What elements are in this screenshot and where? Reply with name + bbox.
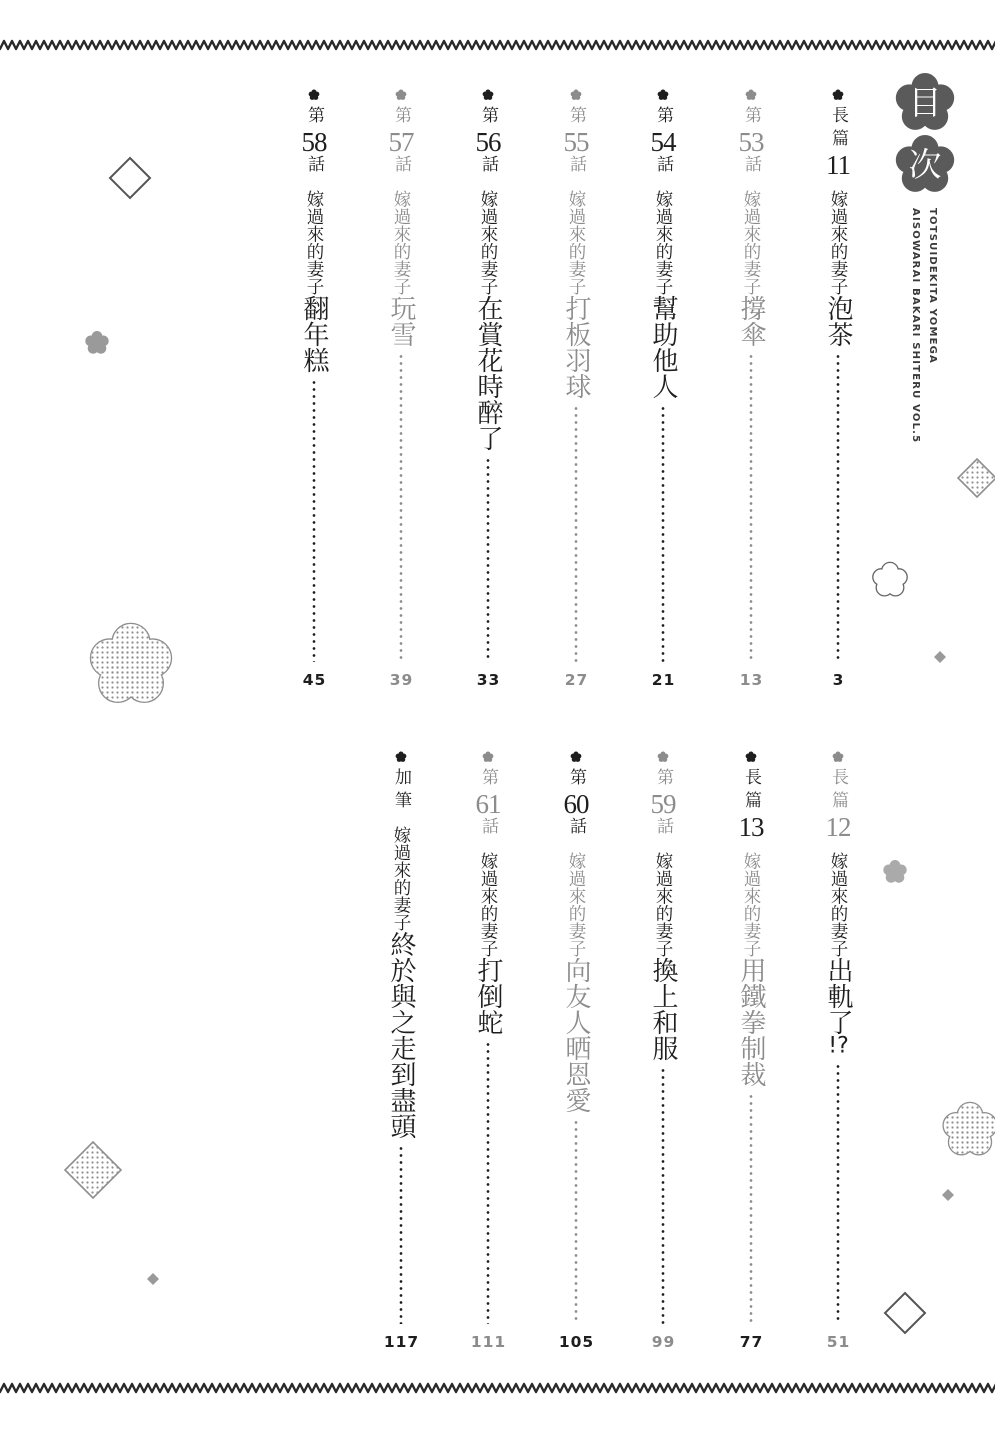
entry-number: 58 [301,127,327,157]
dotted-plum-blossom-icon [944,1103,995,1154]
plum-blossom-bullet-icon [657,89,669,101]
entry-title-main: 終於與之走到盡頭 [386,931,416,1139]
plum-blossom-icon [85,331,108,354]
entry-title-main: 幫助他人 [648,295,678,399]
entry-number: 60 [563,789,589,819]
toc-entry [816,752,860,1352]
plum-blossom-bullet-icon [745,89,757,101]
plum-blossom-bullet-icon [570,751,582,763]
entry-title-main: 用鐵拳制裁 [736,957,766,1087]
entry-title [386,190,416,347]
plum-blossom-outline-icon [873,563,906,595]
series-title-line-1: TOTSUIDEKITA YOMEGA [927,208,938,364]
entry-label [651,768,676,840]
page-number: 45 [302,671,327,689]
entry-title-lead: 嫁過來的妻子 [828,852,848,957]
dotted-diamond-icon [65,1142,121,1198]
dot-leader [486,1041,490,1324]
entry-label-prefix: 長篇 [828,768,848,814]
entry-title [473,190,503,451]
heading-char-contents-1: 目 [908,83,942,122]
toc-entry [554,752,598,1352]
plum-blossom-bullet-icon [395,751,407,763]
entry-number: 61 [475,789,501,819]
entry-title-main: 在賞花時醉了 [473,295,503,451]
entry-label [826,106,850,178]
entry-number: 12 [825,812,851,842]
page-number: 111 [470,1333,507,1351]
entry-label [389,768,413,814]
entry-label [302,106,327,178]
page-number: 33 [476,671,501,689]
bottom-border [0,1384,995,1392]
entry-label-suffix: 話 [391,155,411,178]
plum-blossom-bullet-icon [832,89,844,101]
entry-label-suffix: 話 [478,155,498,178]
entry-title-lead: 嫁過來的妻子 [828,190,848,295]
dot-leader [399,1145,403,1324]
entry-title-lead: 嫁過來的妻子 [741,190,761,295]
toc-entry [379,90,423,690]
entry-title [648,852,678,1061]
entry-label-suffix: 話 [304,155,324,178]
entry-label-prefix: 長篇 [828,106,848,152]
page-number: 27 [564,671,589,689]
entry-label-prefix: 第 [566,768,586,791]
entry-label [826,768,851,840]
plum-blossom-bullet-icon [308,89,320,101]
entry-label-suffix: 話 [478,817,498,840]
entry-title [736,852,766,1087]
page-number: 3 [832,671,845,689]
page-number: 99 [651,1333,676,1351]
entry-number: 11 [826,150,850,180]
entry-label-suffix: 話 [566,155,586,178]
entry-label [564,768,589,840]
toc-entry [641,90,685,690]
dot-leader [486,457,490,662]
entry-title-main: 翻年糕 [299,295,329,373]
page-number: 105 [558,1333,595,1351]
entry-label-suffix: 話 [566,817,586,840]
page-number: 77 [739,1333,764,1351]
dot-leader [574,405,578,662]
entry-title-main: 泡茶 [823,295,853,347]
small-diamond-icon [147,1273,159,1285]
entry-title-lead: 嫁過來的妻子 [391,190,411,295]
plum-blossom-bullet-icon [482,89,494,101]
entry-label-prefix: 第 [653,106,673,129]
page-number: 21 [651,671,676,689]
entry-title [473,852,503,1035]
plum-blossom-bullet-icon [745,751,757,763]
entry-title-main: 出軌了 [823,957,853,1035]
dot-leader [836,353,840,662]
toc-entry [641,752,685,1352]
entry-label-prefix: 第 [653,768,673,791]
page-number: 13 [739,671,764,689]
entry-label-suffix: 話 [741,155,761,178]
entry-title-lead: 嫁過來的妻子 [653,190,673,295]
small-diamond-icon [942,1189,954,1201]
entry-label [739,768,764,840]
entry-title-lead: 嫁過來的妻子 [391,826,411,931]
entry-number: 57 [388,127,414,157]
plum-blossom-bullet-icon [482,751,494,763]
entry-title-main: 換上和服 [648,957,678,1061]
entry-label-prefix: 加筆 [391,768,411,814]
entry-title-lead: 嫁過來的妻子 [478,190,498,295]
entry-number: 54 [650,127,676,157]
entry-label-prefix: 第 [566,106,586,129]
page-number: 117 [383,1333,420,1351]
diamond-outline-icon [885,1293,925,1333]
entry-label-prefix: 第 [478,106,498,129]
entry-number: 13 [738,812,764,842]
page-number: 51 [826,1333,851,1351]
entry-label-prefix: 第 [391,106,411,129]
entry-label [564,106,589,178]
entry-title-main: 打倒蛇 [473,957,503,1035]
entry-number: 59 [650,789,676,819]
dotted-plum-blossom-icon [91,624,171,702]
entry-title [823,852,853,1057]
dot-leader [574,1119,578,1324]
plum-blossom-bullet-icon [395,89,407,101]
toc-entry [729,752,773,1352]
entry-title [299,190,329,373]
entry-title [823,190,853,347]
entry-title-lead: 嫁過來的妻子 [741,852,761,957]
series-title [907,208,941,443]
entry-title-main: 撐傘 [736,295,766,347]
entry-label-prefix: 第 [741,106,761,129]
dot-leader [661,1067,665,1324]
entry-title-lead: 嫁過來的妻子 [478,852,498,957]
dot-leader [749,353,753,662]
toc-entry [379,752,423,1352]
entry-number: 56 [475,127,501,157]
entry-label [651,106,676,178]
dot-leader [836,1063,840,1324]
entry-title-tail: !? [828,1035,849,1057]
dot-leader [661,405,665,662]
toc-entry [729,90,773,690]
entry-number: 53 [738,127,764,157]
small-diamond-icon [934,651,946,663]
entry-label-suffix: 話 [653,817,673,840]
entry-label-suffix: 話 [653,155,673,178]
entry-label [739,106,764,178]
toc-entry [554,90,598,690]
plum-blossom-bullet-icon [657,751,669,763]
entry-label-prefix: 第 [478,768,498,791]
entry-label-prefix: 長篇 [741,768,761,814]
entry-title [561,852,591,1113]
entry-number: 55 [563,127,589,157]
dot-leader [749,1093,753,1324]
entry-label-prefix: 第 [304,106,324,129]
toc-entry [466,90,510,690]
top-border [0,41,995,49]
dotted-diamond-icon [958,459,995,497]
entry-title-main: 玩雪 [386,295,416,347]
entry-title-main: 打板羽球 [561,295,591,399]
heading-char-contents-2: 次 [908,145,942,184]
dot-leader [312,379,316,662]
entry-title [648,190,678,399]
entry-title-main: 向友人晒恩愛 [561,957,591,1113]
entry-label [476,768,501,840]
toc-entry [816,90,860,690]
entry-title-lead: 嫁過來的妻子 [653,852,673,957]
toc-entry [292,90,336,690]
entry-title-lead: 嫁過來的妻子 [566,190,586,295]
entry-title-lead: 嫁過來的妻子 [566,852,586,957]
diamond-outline-icon [110,158,150,198]
page-number: 39 [389,671,414,689]
toc-entry [466,752,510,1352]
entry-title-lead: 嫁過來的妻子 [304,190,324,295]
entry-title [386,826,416,1139]
entry-label [476,106,501,178]
plum-blossom-bullet-icon [832,751,844,763]
plum-blossom-bullet-icon [570,89,582,101]
plum-blossom-icon [883,860,906,883]
entry-title [561,190,591,399]
series-title-line-2: AISOWARAI BAKARI SHITERU VOL.5 [910,208,921,444]
entry-title [736,190,766,347]
dot-leader [399,353,403,662]
entry-label [389,106,414,178]
